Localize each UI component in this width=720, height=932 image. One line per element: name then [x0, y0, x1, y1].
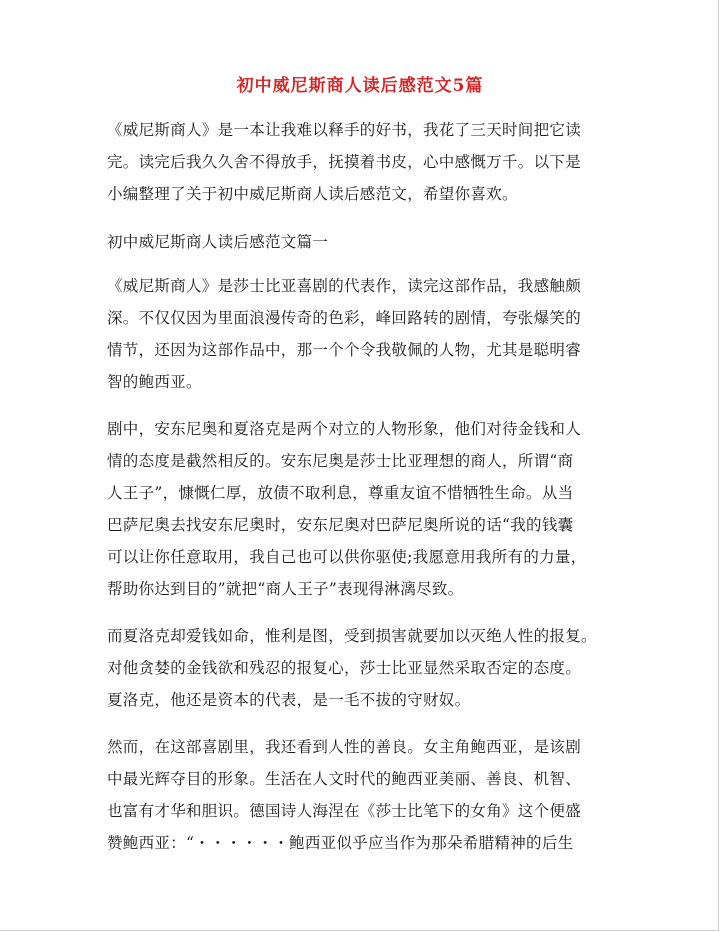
text-line: 而夏洛克却爱钱如命，惟利是图，受到损害就要加以灭绝人性的报复。: [107, 627, 597, 645]
text-line: 中最光辉夺目的形象。生活在人文时代的鲍西亚美丽、善良、机智、: [107, 770, 582, 788]
text-line: 帮助你达到目的”就把“商人王子”表现得淋漓尽致。: [107, 580, 464, 598]
text-line: 也富有才华和胆识。德国诗人海涅在《莎士比笔下的女角》这个便盛: [107, 802, 582, 820]
text-line: 情的态度是截然相反的。安东尼奥是莎士比亚理想的商人，所谓“商: [107, 452, 574, 470]
text-line: 情节，还因为这部作品中，那一个个令我敬佩的人物，尤其是聪明睿: [107, 341, 582, 359]
section-heading: [107, 226, 328, 258]
text-line: 完。读完后我久久舍不得放手，抚摸着书皮，心中感慨万千。以下是: [107, 153, 582, 171]
intro-paragraph: [107, 114, 581, 210]
text-line: 可以让你任意取用，我自己也可以供你驱使;我愿意用我所有的力量，: [107, 548, 587, 566]
text-line: 夏洛克，他还是资本的代表，是一毛不拔的守财奴。: [107, 691, 471, 709]
document-title: 初中威尼斯商人读后感范文5篇: [236, 76, 484, 96]
body-paragraph: [107, 413, 587, 605]
text-line: 剧中，安东尼奥和夏洛克是两个对立的人物形象，他们对待金钱和人: [107, 420, 582, 438]
text-line: 然而，在这部喜剧里，我还看到人性的善良。女主角鲍西亚，是该剧: [107, 738, 582, 756]
text-line: 《威尼斯商人》是一本让我难以释手的好书，我花了三天时间把它读: [107, 121, 582, 139]
body-paragraph: [107, 270, 581, 398]
text-line: 智的鲍西亚。: [107, 373, 202, 391]
text-line: 人王子”，慷慨仁厚，放债不取利息，尊重友谊不惜牺牲生命。从当: [107, 484, 574, 502]
text-line: 《威尼斯商人》是莎士比亚喜剧的代表作，读完这部作品，我感触颇: [107, 277, 582, 295]
text-line: 小编整理了关于初中威尼斯商人读后感范文，希望你喜欢。: [107, 185, 518, 203]
text-line: 初中威尼斯商人读后感范文篇一: [107, 233, 329, 251]
body-paragraph: [107, 620, 597, 716]
body-paragraph: [107, 731, 581, 859]
text-line: 巴萨尼奥去找安东尼奥时，安东尼奥对巴萨尼奥所说的话“我的钱囊: [107, 516, 574, 534]
text-line: 深。不仅仅因为里面浪漫传奇的色彩，峰回路转的剧情，夸张爆笑的: [107, 309, 582, 327]
text-line: 对他贪婪的金钱欲和残忍的报复心，莎士比亚显然采取否定的态度。: [107, 659, 582, 677]
text-line: 赞鲍西亚：“・・・・・・鲍西亚似乎应当作为那朵希腊精神的后生: [107, 834, 574, 852]
